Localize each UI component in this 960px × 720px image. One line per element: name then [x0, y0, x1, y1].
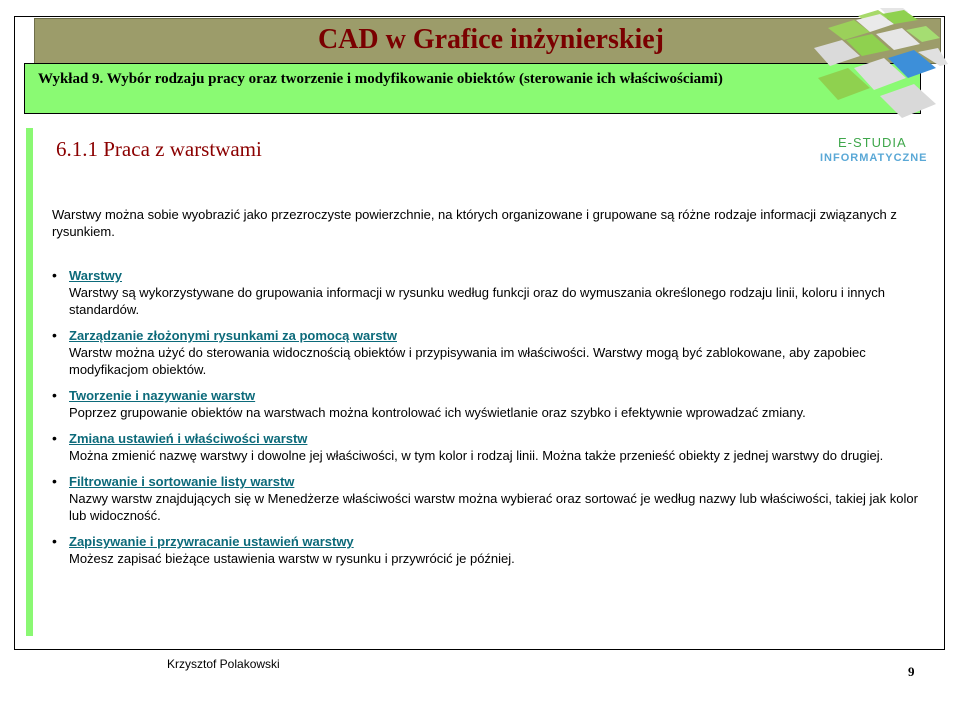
topic-link-warstwy[interactable]: • Warstwy: [69, 268, 122, 283]
topic-link-filtrowanie[interactable]: • Filtrowanie i sortowanie listy warstw: [69, 474, 295, 489]
topic-description: Warstw można użyć do sterowania widocznością obiektów i przypisywania im właściwości. Warstwy mogą być zablokowane, aby zapobiec modyfikacjom obiektów.: [69, 345, 866, 377]
author-name: Krzysztof Polakowski: [167, 657, 280, 671]
logo-line-1: E-STUDIA: [838, 135, 907, 150]
logo-line-2: INFORMATYCZNE: [820, 152, 928, 164]
topic-description: Poprzez grupowanie obiektów na warstwach można kontrolować ich wyświetlanie oraz szybko i efektywnie wprowadzać zmiany.: [69, 405, 806, 420]
topic-description: Możesz zapisać bieżące ustawienia warstw w rysunku i przywrócić je później.: [69, 551, 515, 566]
list-item: [52, 327, 932, 378]
topic-description: Można zmienić nazwę warstwy i dowolne jej właściwości, w tym kolor i rodzaj linii. Można także przenieść obiekty z jednej warstwy do drugiej.: [69, 448, 884, 463]
page-number: 9: [908, 664, 915, 679]
topic-link-zapisywanie[interactable]: • Zapisywanie i przywracanie ustawień warstwy: [69, 534, 354, 549]
content-area: [52, 206, 932, 576]
topic-list: [52, 267, 932, 567]
intro-paragraph: Warstwy można sobie wyobrazić jako przezroczyste powierzchnie, na których organizowane i grupowane są różne rodzaje informacji związanych z rysunkiem.: [52, 207, 897, 239]
list-item: [52, 533, 932, 567]
logo-tile: [880, 84, 936, 118]
topic-description: Warstwy są wykorzystywane do grupowania informacji w rysunku według funkcji oraz do wymuszania określonego rodzaju linii, koloru i innych standardów.: [69, 285, 885, 317]
topic-link-zarzadzanie[interactable]: • Zarządzanie złożonymi rysunkami za pomocą warstw: [69, 328, 397, 343]
topic-link-tworzenie[interactable]: • Tworzenie i nazywanie warstw: [69, 388, 256, 403]
section-title: 6.1.1 Praca z warstwami: [56, 137, 262, 161]
lecture-title: Wykład 9. Wybór rodzaju pracy oraz tworzenie i modyfikowanie obiektów (sterowanie ich właściwościami): [38, 71, 723, 87]
list-item: [52, 267, 932, 318]
topic-link-zmiana[interactable]: • Zmiana ustawień i właściwości warstw: [69, 431, 308, 446]
list-item: [52, 430, 932, 464]
topic-description: Nazwy warstw znajdujących się w Menedżerze właściwości warstw można wybierać oraz sortować je według nazwy lub właściwości, takiej jak kolor lub widoczność.: [69, 491, 918, 523]
slide-title: CAD w Grafice inżynierskiej: [317, 24, 664, 55]
list-item: [52, 473, 932, 524]
list-item: [52, 387, 932, 421]
side-accent-bar: [26, 128, 33, 636]
